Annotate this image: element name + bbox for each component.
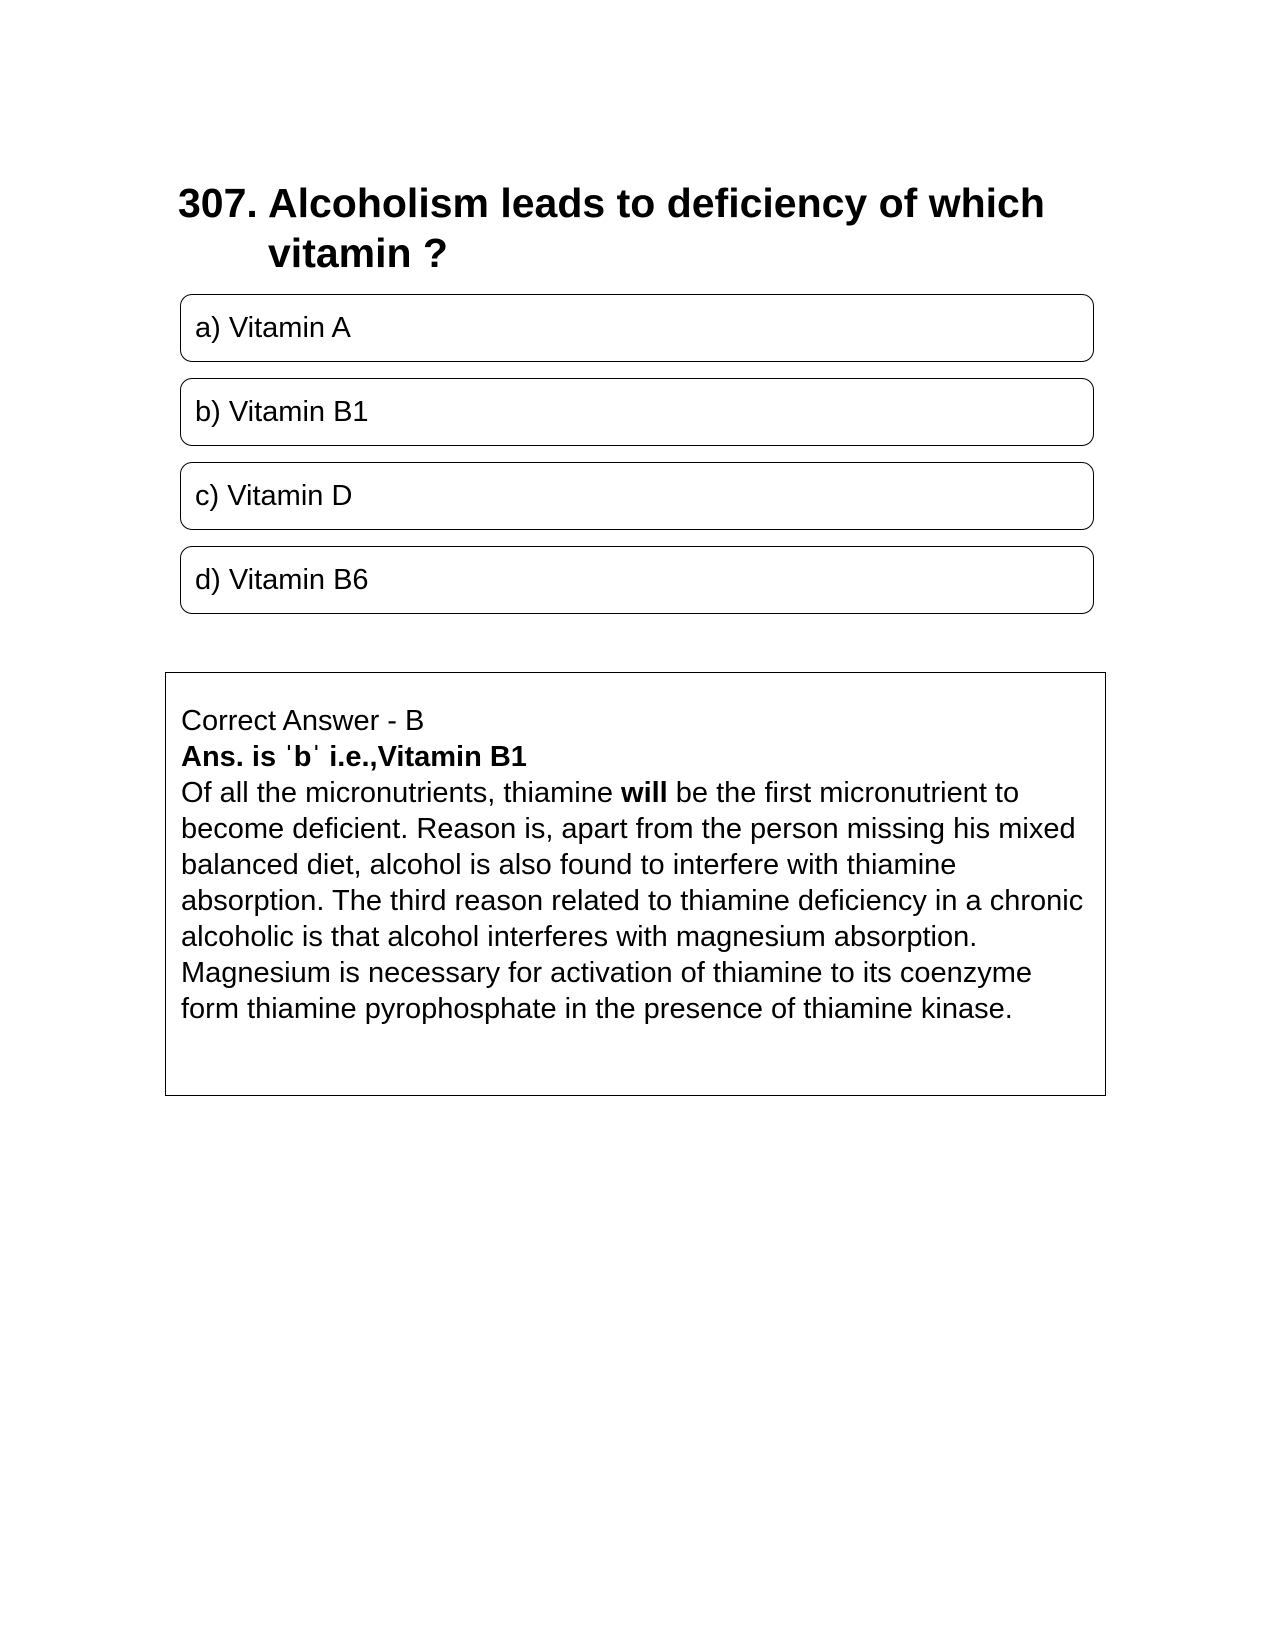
option-a[interactable] [180, 294, 1094, 362]
option-c[interactable] [180, 462, 1094, 530]
question-heading [178, 178, 1098, 278]
question-number: 307. [178, 180, 258, 226]
explanation-text-start: Of all the micronutrients, thiamine [181, 777, 622, 809]
options-list [180, 294, 1094, 630]
explanation-text-end: be the first micronutrient to become deficient. Reason is, apart from the person missing his mixed balanced diet, alcohol is also found to interfere with thiamine absorption. The third reason related to thiamine deficiency in a chronic alcoholic is that alcohol interferes with magnesium absorption. Magnesium is necessary for activation of thiamine to its coenzyme form thiamine pyrophosphate in the presence of thiamine kinase. [181, 777, 1084, 1025]
option-c-label: c) Vitamin D [195, 479, 353, 512]
option-d[interactable] [180, 546, 1094, 614]
answer-explanation [181, 775, 1090, 1027]
correct-answer-line: Correct Answer - B [181, 705, 425, 737]
answer-explanation-box [165, 672, 1106, 1096]
option-b-label: b) Vitamin B1 [195, 395, 369, 428]
explanation-bold-word: will [621, 777, 668, 809]
option-b[interactable] [180, 378, 1094, 446]
question-text: Alcoholism leads to deficiency of which vitamin ? [268, 180, 1045, 276]
answer-headline: Ans. is ˈbˈ i.e.,Vitamin B1 [181, 741, 527, 773]
option-d-label: d) Vitamin B6 [195, 563, 369, 596]
option-a-label: a) Vitamin A [195, 311, 351, 344]
